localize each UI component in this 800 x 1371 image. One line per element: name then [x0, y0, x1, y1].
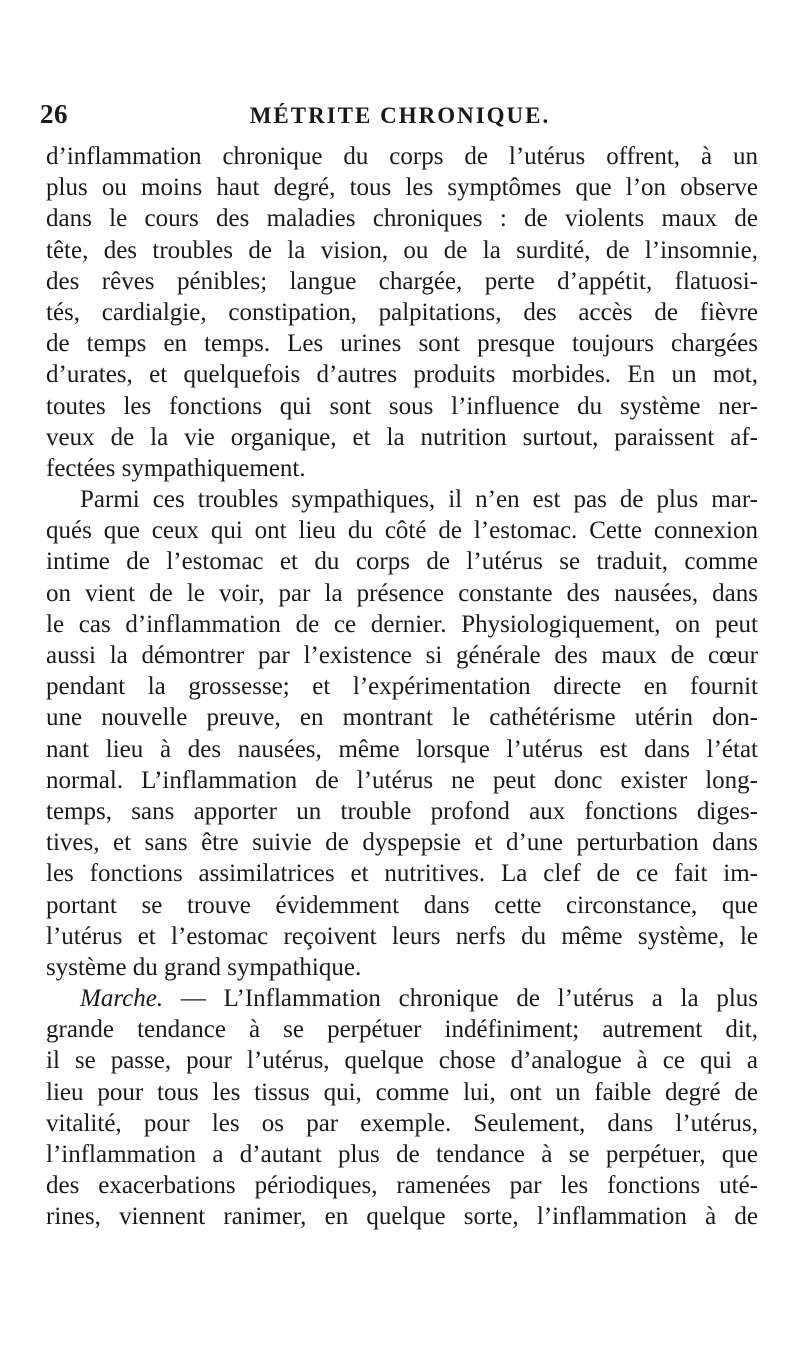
text-line: tives, et sans être suivie de dyspepsie et d’une perturbation dans [46, 829, 758, 857]
text-line: aussi la démontrer par l’existence si générale des maux de cœur [46, 642, 758, 669]
section-lead-marche: Marche. [80, 985, 164, 1013]
text-line: il se passe, pour l’utérus, quelque chose d’analogue à ce qui a [46, 1047, 758, 1075]
text-line: temps, sans apporter un trouble profond aux fonctions diges- [46, 797, 758, 825]
chapter-title: MÉTRITE CHRONIQUE. [249, 103, 551, 128]
text-line: des exacerbations périodiques, ramenées par les fonctions uté- [46, 1172, 758, 1200]
text-line: une nouvelle preuve, en montrant le cathétérisme utérin don- [46, 704, 758, 732]
running-head [40, 99, 760, 133]
body-text [46, 141, 758, 1233]
text-line: d’urates, et quelquefois d’autres produits morbides. En un mot, [46, 361, 758, 389]
text-line: rines, viennent ranimer, en quelque sorte, l’inflammation à de [46, 1203, 758, 1231]
text-line: de temps en temps. Les urines sont presque toujours chargées [46, 330, 758, 358]
text-line: l’utérus et l’estomac reçoivent leurs nerfs du même système, le [46, 922, 758, 950]
text-line: d’inflammation chronique du corps de l’utérus offrent, à un [46, 143, 758, 170]
text-line: normal. L’inflammation de l’utérus ne peut donc exister long- [46, 766, 758, 794]
text-line: veux de la vie organique, et la nutrition surtout, paraissent af- [46, 423, 758, 451]
text-line: toutes les fonctions qui sont sous l’influence du système ner- [46, 392, 758, 420]
text-line: lieu pour tous les tissus qui, comme lui, ont un faible degré de [46, 1078, 758, 1106]
text-line: fectées sympathiquement. [46, 454, 306, 482]
text-line: Parmi ces troubles sympathiques, il n’en est pas de plus mar- [80, 486, 758, 514]
text-line: des rêves pénibles; langue chargée, perte d’appétit, flatuosi- [46, 267, 758, 295]
text-line: intime de l’estomac et du corps de l’utérus se traduit, comme [46, 548, 758, 576]
page-number: 26 [40, 99, 68, 129]
text-line: portant se trouve évidemment dans cette circonstance, que [46, 891, 758, 919]
text-line-rest: — L’Inflammation chronique de l’utérus a la plus [180, 985, 758, 1013]
text-line: pendant la grossesse; et l’expérimentation directe en fournit [46, 673, 758, 701]
text-line: dans le cours des maladies chroniques : de violents maux de [46, 205, 758, 233]
text-line: le cas d’inflammation de ce dernier. Physiologiquement, on peut [46, 610, 758, 638]
text-line-with-lead [46, 983, 758, 1014]
text-line: les fonctions assimilatrices et nutritives. La clef de ce fait im- [46, 860, 758, 888]
text-line: grande tendance à se perpétuer indéfiniment; autrement dit, [46, 1016, 758, 1044]
text-line: système du grand sympathique. [46, 953, 362, 981]
text-line: tête, des troubles de la vision, ou de la surdité, de l’insomnie, [46, 236, 758, 264]
text-line: qués que ceux qui ont lieu du côté de l’estomac. Cette connexion [46, 517, 758, 545]
text-line: l’inflammation a d’autant plus de tendance à se perpétuer, que [46, 1141, 758, 1168]
text-line: on vient de le voir, par la présence constante des nausées, dans [46, 579, 758, 607]
text-line: plus ou moins haut degré, tous les symptômes que l’on observe [46, 174, 758, 202]
text-line: nant lieu à des nausées, même lorsque l’utérus est dans l’état [46, 735, 758, 763]
text-line: vitalité, pour les os par exemple. Seulement, dans l’utérus, [46, 1109, 758, 1137]
text-line: tés, cardialgie, constipation, palpitations, des accès de fièvre [46, 298, 758, 326]
